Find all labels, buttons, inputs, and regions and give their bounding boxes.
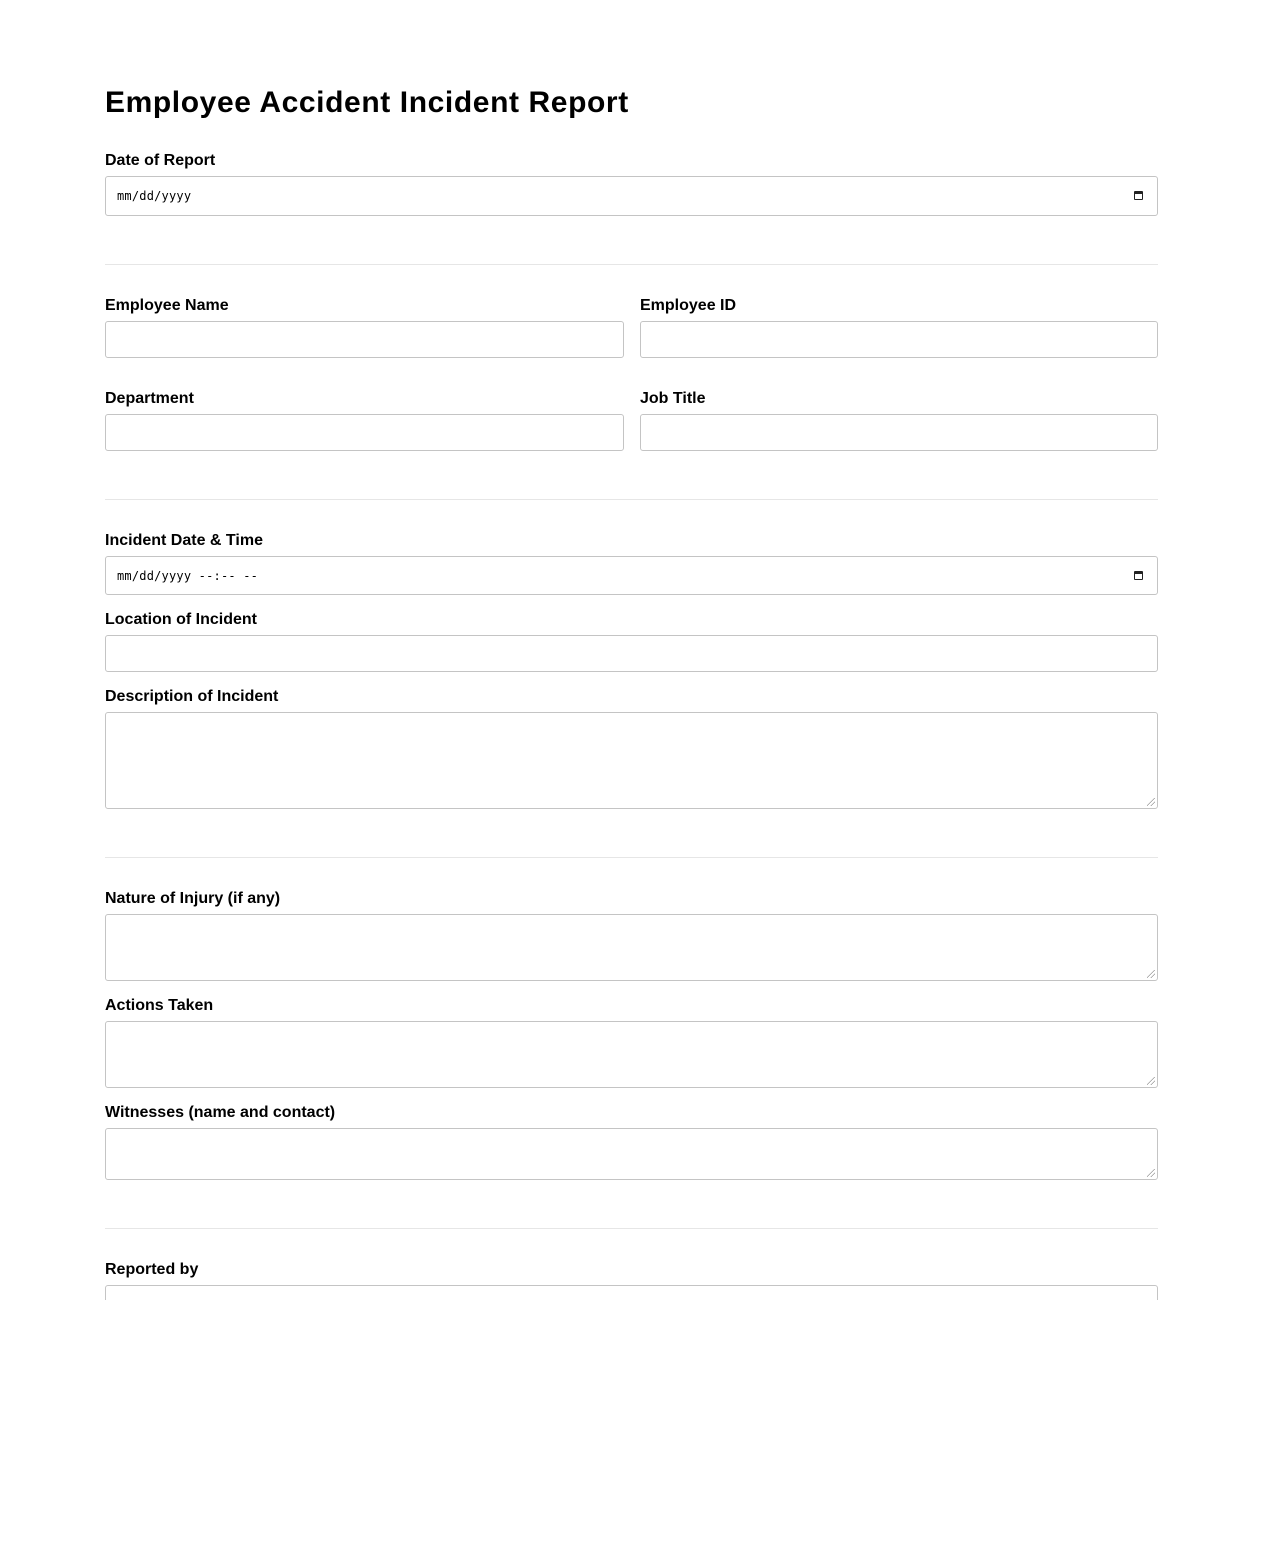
- nature-of-injury-label: Nature of Injury (if any): [105, 890, 281, 907]
- witnesses-textarea[interactable]: [105, 1128, 1158, 1180]
- section-divider: [105, 264, 1158, 265]
- section-divider: [105, 1228, 1158, 1229]
- witnesses-label: Witnesses (name and contact): [105, 1104, 336, 1121]
- employee-id-input[interactable]: [640, 321, 1158, 358]
- date-of-report-label: Date of Report: [105, 152, 216, 169]
- employee-name-label: Employee Name: [105, 297, 229, 314]
- actions-taken-textarea[interactable]: [105, 1021, 1158, 1088]
- incident-datetime-placeholder: mm/dd/yyyy --:-- --: [117, 568, 259, 583]
- description-textarea[interactable]: [105, 712, 1158, 809]
- location-label: Location of Incident: [105, 611, 257, 628]
- location-input[interactable]: [105, 635, 1158, 672]
- resize-handle-icon[interactable]: [1147, 970, 1155, 978]
- date-of-report-input[interactable]: [105, 176, 1158, 216]
- date-of-report-placeholder: mm/dd/yyyy: [117, 189, 192, 203]
- page-title: Employee Accident Incident Report: [105, 86, 629, 119]
- resize-handle-icon[interactable]: [1147, 798, 1155, 806]
- resize-handle-icon[interactable]: [1147, 1077, 1155, 1085]
- employee-id-label: Employee ID: [640, 297, 737, 314]
- calendar-icon[interactable]: [1134, 571, 1143, 580]
- department-label: Department: [105, 390, 194, 407]
- incident-datetime-label: Incident Date & Time: [105, 532, 263, 549]
- reported-by-label: Reported by: [105, 1261, 199, 1278]
- incident-datetime-input[interactable]: [105, 556, 1158, 595]
- employee-name-input[interactable]: [105, 321, 624, 358]
- job-title-label: Job Title: [640, 390, 706, 407]
- calendar-icon[interactable]: [1134, 191, 1143, 200]
- section-divider: [105, 857, 1158, 858]
- nature-of-injury-textarea[interactable]: [105, 914, 1158, 981]
- job-title-input[interactable]: [640, 414, 1158, 451]
- department-input[interactable]: [105, 414, 624, 451]
- resize-handle-icon[interactable]: [1147, 1169, 1155, 1177]
- section-divider: [105, 499, 1158, 500]
- description-label: Description of Incident: [105, 688, 279, 705]
- reported-by-input[interactable]: [105, 1285, 1158, 1300]
- actions-taken-label: Actions Taken: [105, 997, 214, 1014]
